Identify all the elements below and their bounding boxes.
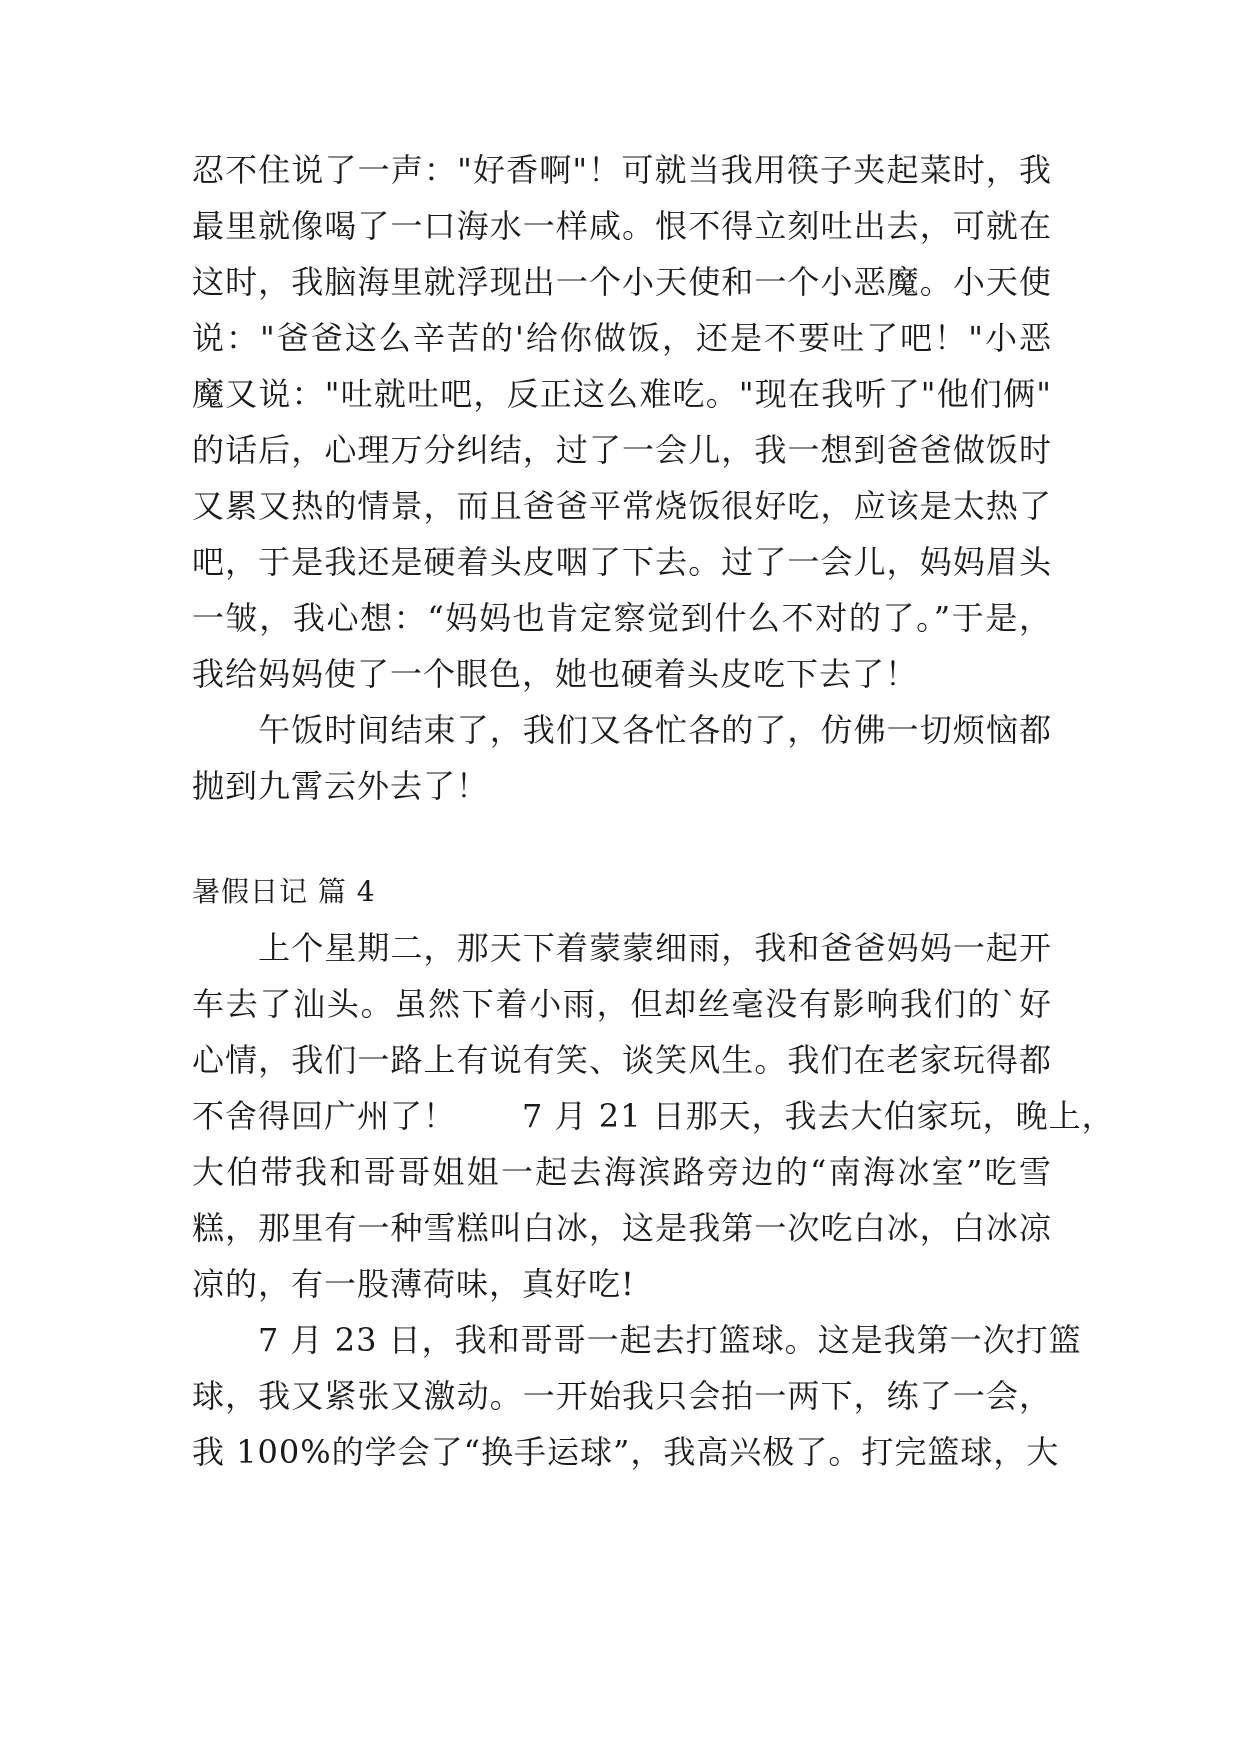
text-line: 吧，于是我还是硬着头皮咽了下去。过了一会儿，妈妈眉头	[192, 543, 1052, 581]
text-line: 午饭时间结束了，我们又各忙各的了，仿佛一切烦恼都	[192, 711, 1052, 749]
text-line: 我 100%的学会了“换手运球”，我高兴极了。打完篮球，大	[192, 1433, 1060, 1471]
text-line: 魔又说："吐就吐吧，反正这么难吃。"现在我听了"他们俩"	[192, 375, 1052, 413]
text-line: 我给妈妈使了一个眼色，她也硬着头皮吃下去了！	[192, 655, 919, 693]
text-line: 这时，我脑海里就浮现出一个小天使和一个小恶魔。小天使	[192, 263, 1052, 301]
text-line: 一皱，我心想：“妈妈也肯定察觉到什么不对的了。”于是，	[192, 599, 1052, 637]
text-line: 最里就像喝了一口海水一样咸。恨不得立刻吐出去，可就在	[192, 207, 1052, 245]
text-line: 心情，我们一路上有说有笑、谈笑风生。我们在老家玩得都	[192, 1041, 1052, 1079]
text-line: 的话后，心理万分纠结，过了一会儿，我一想到爸爸做饭时	[192, 431, 1052, 469]
text-line: 说："爸爸这么辛苦的'给你做饭，还是不要吐了吧！"小恶	[192, 319, 1052, 357]
text-line: 忍不住说了一声："好香啊"！可就当我用筷子夹起菜时，我	[192, 151, 1052, 189]
text-line: 凉的，有一股薄荷味，真好吃!	[192, 1265, 635, 1303]
text-line: 大伯带我和哥哥姐姐一起去海滨路旁边的“南海冰室”吃雪	[192, 1153, 1052, 1191]
text-line: 车去了汕头。虽然下着小雨，但却丝毫没有影响我们的`好	[192, 985, 1052, 1023]
text-line: 抛到九霄云外去了！	[192, 767, 490, 805]
text-line: 又累又热的情景，而且爸爸平常烧饭很好吃，应该是太热了	[192, 487, 1052, 525]
text-line: 糕，那里有一种雪糕叫白冰，这是我第一次吃白冰，白冰凉	[192, 1209, 1052, 1247]
text-line: 球，我又紧张又激动。一开始我只会拍一两下，练了一会，	[192, 1377, 1052, 1415]
text-line: 7 月 23 日，我和哥哥一起去打篮球。这是我第一次打篮	[192, 1321, 1082, 1359]
text-line: 不舍得回广州了！ 7 月 21 日那天，我去大伯家玩，晚上，	[192, 1097, 1115, 1135]
section-title: 暑假日记 篇 4	[192, 875, 376, 908]
text-line: 上个星期二，那天下着蒙蒙细雨，我和爸爸妈妈一起开	[192, 929, 1052, 967]
